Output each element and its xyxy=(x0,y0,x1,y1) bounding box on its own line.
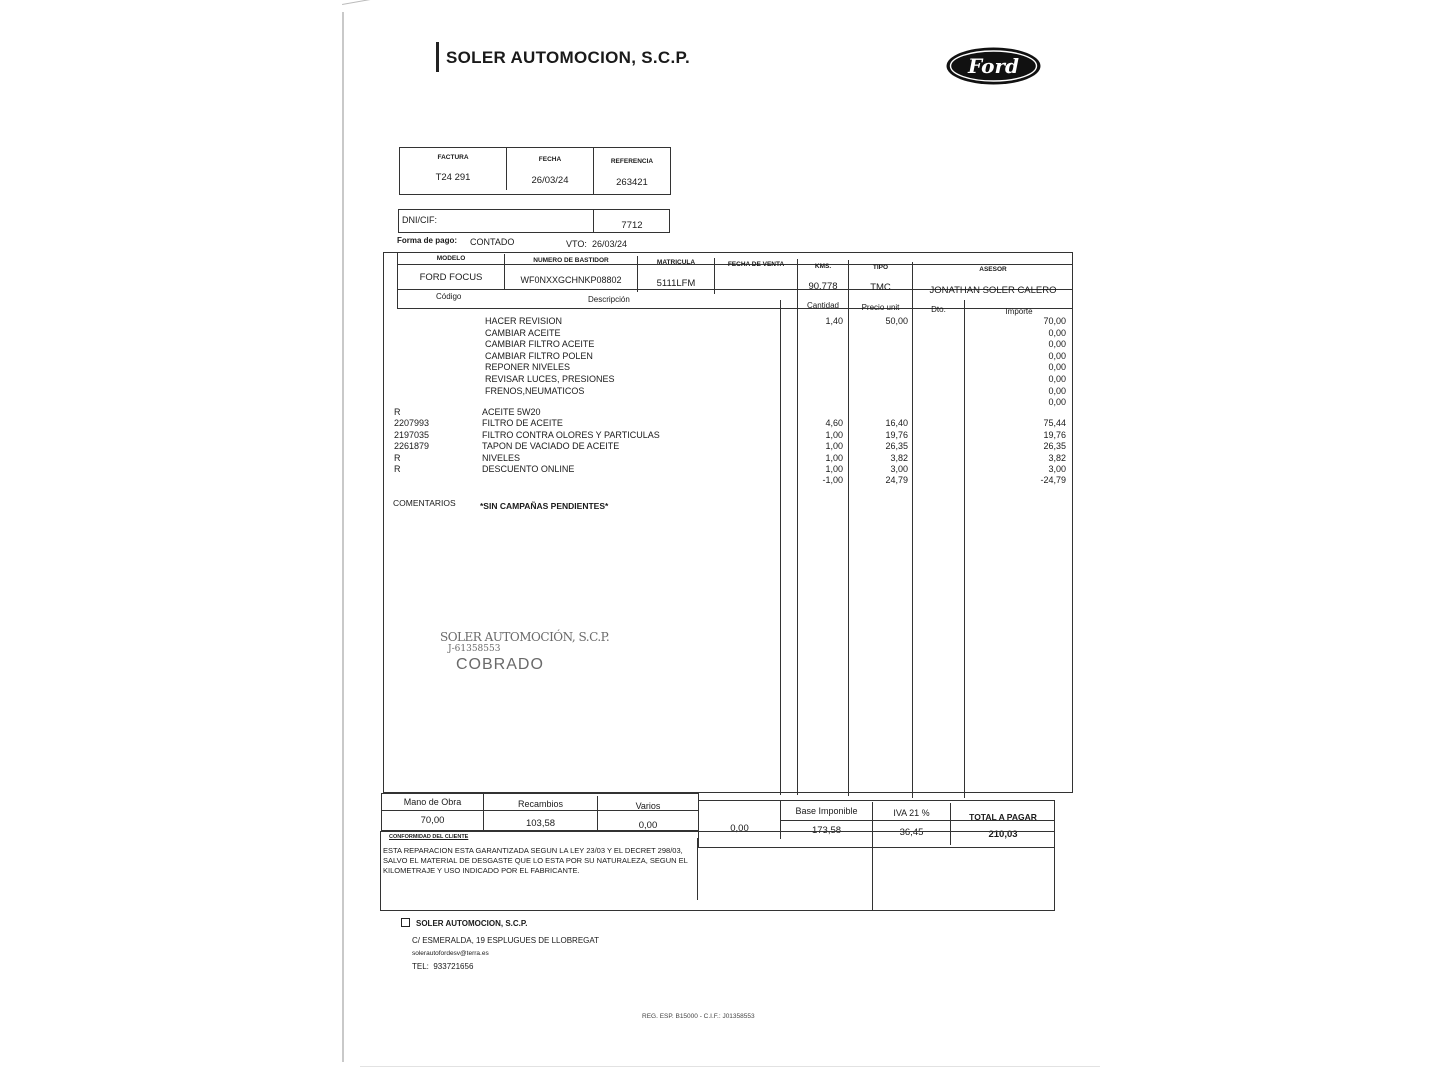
tipo-value: TMC xyxy=(870,282,891,293)
stamp-company: SOLER AUTOMOCIÓN, S.C.P. xyxy=(440,630,610,644)
stamp-status: COBRADO xyxy=(456,656,544,673)
parts-line-amount: 75,44 xyxy=(1043,418,1066,429)
parts-line-code: 2261879 xyxy=(394,441,430,452)
labor-line-description: FRENOS,NEUMATICOS xyxy=(485,385,585,396)
labor-line-description: CAMBIAR ACEITE xyxy=(485,327,561,338)
labor-line-unit-price: 50,00 xyxy=(885,316,908,326)
conformity-label: CONFORMIDAD DEL CLIENTE xyxy=(389,834,469,840)
comments-label: COMENTARIOS xyxy=(393,498,456,508)
labor-line-amount: 0,00 xyxy=(1048,385,1066,396)
paid-stamp xyxy=(440,630,609,674)
parts-line-description: FILTRO CONTRA OLORES Y PARTICULAS xyxy=(482,429,660,440)
footer-company xyxy=(401,918,527,928)
labor-line-description: HACER REVISION xyxy=(485,316,563,326)
parts-line-description: DESCUENTO ONLINE xyxy=(482,464,575,474)
labor-line-description: REPONER NIVELES xyxy=(485,362,571,373)
tipo-label: TIPO xyxy=(872,264,889,271)
modelo-label: MODELO xyxy=(436,255,466,262)
parts-line-quantity: 1,00 xyxy=(825,464,843,474)
total-value: 210,03 xyxy=(988,829,1018,840)
parts-line-amount: -24,79 xyxy=(1040,475,1066,486)
factura-label: FACTURA xyxy=(437,154,469,161)
parts-line-description: NIVELES xyxy=(482,452,521,463)
kms-value: 90.778 xyxy=(808,281,838,292)
brand-bar xyxy=(436,42,439,72)
labor-line-amount: 0,00 xyxy=(1048,339,1066,350)
parts-line-unit-price: 19,76 xyxy=(885,429,908,440)
labor-line-amount: 0,00 xyxy=(1048,374,1066,384)
fecha-value: 26/03/24 xyxy=(531,175,569,186)
parts-line-unit-price: 16,40 xyxy=(885,418,908,429)
footer-phone-label: TEL: xyxy=(412,962,429,971)
referencia-value: 263421 xyxy=(616,177,648,188)
company-name: SOLER AUTOMOCION, S.C.P. xyxy=(446,48,690,67)
conformity-text: ESTA REPARACION ESTA GARANTIZADA SEGUN LA LEY 23/03 Y EL DECRET 298/03, SALVO EL MATERIAL DE DESGASTE QUE LO ESTA POR SU NATURALEZA, SEGUN EL KILOMETRAJE Y USO INDICADO POR EL FABRICANTE. xyxy=(383,846,688,875)
parts-line-amount: 26,35 xyxy=(1043,441,1066,452)
parts-line-unit-price: 3,82 xyxy=(890,452,908,463)
paper-edge xyxy=(360,1066,1100,1067)
due-label: VTO: xyxy=(566,239,587,249)
parts-line-amount: 3,82 xyxy=(1048,452,1066,463)
base-value: 173,58 xyxy=(811,825,842,836)
stamp-id: J-61358553 xyxy=(448,644,501,654)
mano-obra-label: Mano de Obra xyxy=(403,797,462,807)
labor-line-description: REVISAR LUCES, PRESIONES xyxy=(485,374,615,384)
dni-label: DNI/CIF: xyxy=(402,215,437,225)
col-cantidad: Cantidad xyxy=(806,301,840,310)
parts-line-quantity: 1,00 xyxy=(825,429,843,440)
asesor-value: JONATHAN SOLER CALERO xyxy=(929,285,1057,296)
comments-text: *SIN CAMPAÑAS PENDIENTES* xyxy=(480,501,609,511)
parts-line-description: FILTRO DE ACEITE xyxy=(482,418,563,429)
labor-line-amount: 0,00 xyxy=(1048,350,1066,361)
recambios-value: 103,58 xyxy=(525,818,556,829)
factura-number: T24 291 xyxy=(435,172,471,183)
parts-line-quantity: 4,60 xyxy=(825,418,843,429)
footer-address: C/ ESMERALDA, 19 ESPLUGUES DE LLOBREGAT xyxy=(412,936,600,945)
col-importe: Importe xyxy=(1005,307,1033,316)
mano-obra-value: 70,00 xyxy=(420,815,445,826)
parts-line-description: ACEITE 5W20 xyxy=(482,407,541,417)
due-value: 26/03/24 xyxy=(592,239,628,249)
parts-line-unit-price: 26,35 xyxy=(885,441,908,452)
matricula-label: MATRICULA xyxy=(656,259,696,266)
labor-line-amount: 0,00 xyxy=(1048,327,1066,338)
parts-line-amount: 19,76 xyxy=(1043,429,1066,440)
extra-value: 0,00 xyxy=(730,823,749,834)
parts-line-code: R xyxy=(394,452,401,463)
iva-label: IVA 21 % xyxy=(893,808,930,818)
varios-label: Varios xyxy=(635,801,661,811)
parts-line-code: R xyxy=(394,464,401,474)
col-dto: Dto. xyxy=(931,305,946,314)
varios-value: 0,00 xyxy=(638,820,658,831)
base-label: Base Imponible xyxy=(795,806,858,816)
parts-line-description: TAPON DE VACIADO DE ACEITE xyxy=(482,441,620,452)
parts-line-quantity: 1,00 xyxy=(825,452,843,463)
checkbox-square-icon xyxy=(401,918,410,927)
parts-line-quantity: 1,00 xyxy=(825,441,843,452)
matricula-value: 5111LFM xyxy=(656,278,696,289)
parts-line-code: 2197035 xyxy=(394,429,430,440)
footer-email: solerautofordesv@terra.es xyxy=(412,950,489,957)
modelo-value: FORD FOCUS xyxy=(419,272,483,283)
payment-value: CONTADO xyxy=(470,237,515,247)
registry-line: REG. ESP. B15000 - C.I.F.: J01358553 xyxy=(642,1013,755,1020)
parts-line-code: R xyxy=(394,407,401,417)
parts-line-code: 2207993 xyxy=(394,418,430,429)
fecha-venta-label: FECHA DE VENTA xyxy=(727,261,785,268)
client-code: 7712 xyxy=(621,220,643,231)
bastidor-label: NUMERO DE BASTIDOR xyxy=(533,257,609,264)
recambios-label: Recambios xyxy=(517,799,564,809)
labor-line-quantity: 1,40 xyxy=(825,316,843,326)
parts-line-quantity: -1,00 xyxy=(822,475,843,486)
fecha-label: FECHA xyxy=(538,156,562,163)
parts-line-unit-price: 24,79 xyxy=(885,475,908,486)
col-descripcion: Descripción xyxy=(588,295,630,304)
parts-line-unit-price: 3,00 xyxy=(890,464,908,474)
labor-line-amount: 0,00 xyxy=(1048,362,1066,373)
payment-label: Forma de pago: xyxy=(397,236,458,245)
ford-logo-icon xyxy=(945,46,1042,86)
asesor-label: ASESOR xyxy=(979,266,1007,273)
col-codigo: Código xyxy=(436,292,462,301)
paper-edge xyxy=(342,12,344,1062)
ford-logo-text: Ford xyxy=(968,54,1019,78)
total-label: TOTAL A PAGAR xyxy=(969,812,1037,822)
iva-value: 36,45 xyxy=(899,827,924,838)
labor-line-amount: 0,00 xyxy=(1048,397,1066,408)
footer-phone xyxy=(412,962,473,971)
labor-line-description: CAMBIAR FILTRO ACEITE xyxy=(485,339,595,350)
referencia-label: REFERENCIA xyxy=(610,158,654,165)
kms-label: KMS. xyxy=(814,263,832,270)
bastidor-value: WF0NXXGCHNKP08802 xyxy=(520,275,622,285)
labor-line-description: CAMBIAR FILTRO POLEN xyxy=(485,350,593,361)
labor-line-amount: 70,00 xyxy=(1043,316,1066,326)
footer-company-name: SOLER AUTOMOCION, S.C.P. xyxy=(416,919,528,928)
footer-phone-value: 933721656 xyxy=(433,962,474,971)
col-precio: Precio unit xyxy=(861,303,900,312)
parts-line-amount: 3,00 xyxy=(1048,464,1066,474)
